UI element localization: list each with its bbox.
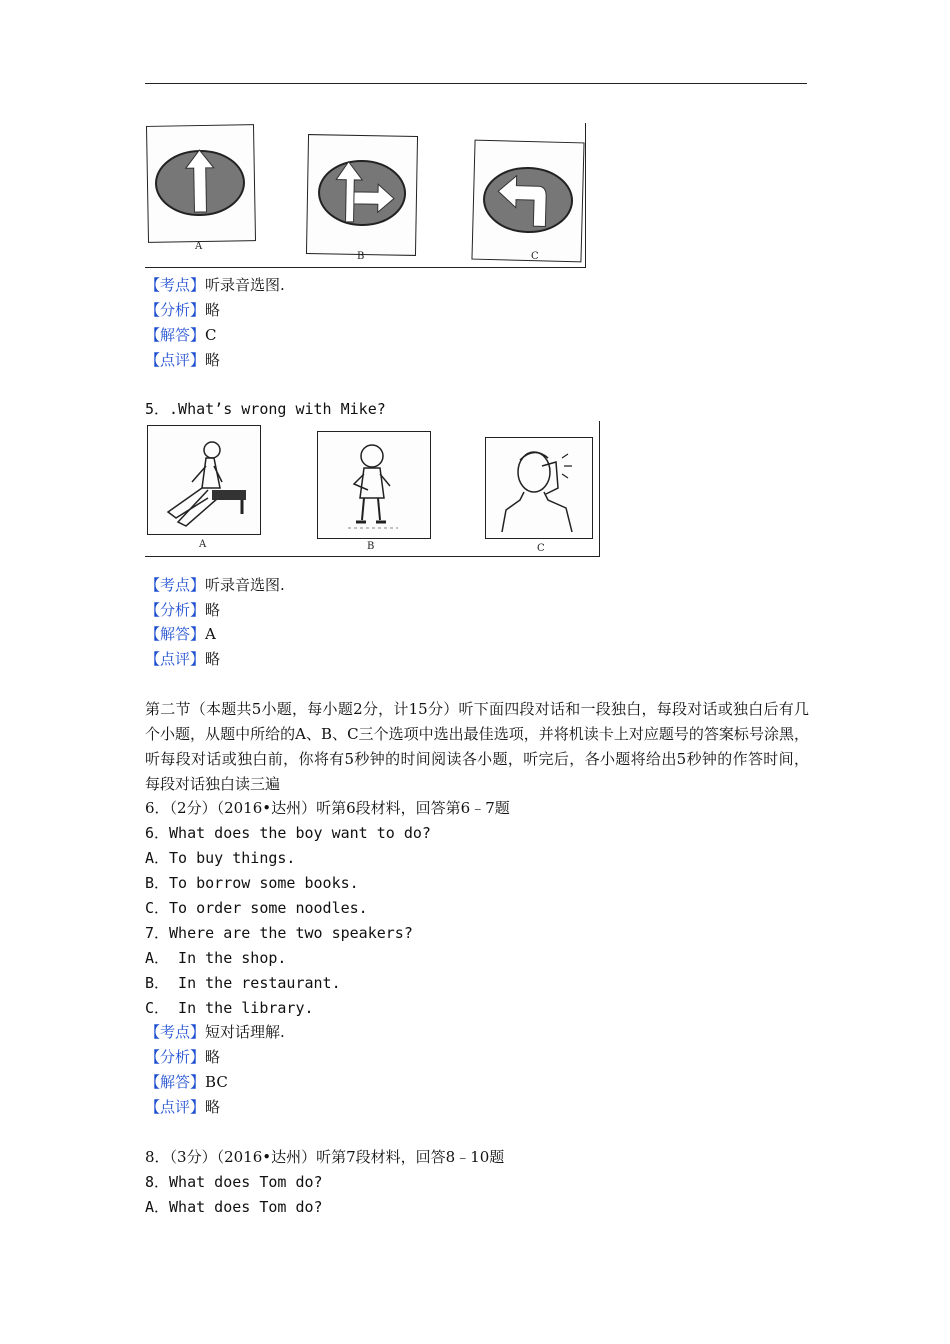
picture-caption-c: C (537, 543, 545, 554)
q6-jieda: 【解答】BC (145, 1073, 228, 1091)
sign-caption-c: C (531, 251, 539, 262)
sign-caption-b: B (357, 251, 365, 262)
q6-option: C．To order some noodles. (145, 899, 368, 917)
picture-panel-b (317, 431, 431, 539)
q6-option: B．To borrow some books. (145, 874, 359, 892)
straight-or-right-arrow-sign-icon (307, 135, 417, 255)
sign-caption-a: A (195, 241, 203, 252)
picture-caption-b: B (367, 541, 375, 552)
sign-panel-b (306, 134, 418, 256)
sign-panel-a (146, 124, 256, 243)
q4-fenxi: 【分析】略 (145, 301, 221, 319)
picture-panel-a (147, 425, 261, 535)
mike-figure (145, 421, 600, 557)
sign-panel-c (471, 140, 584, 263)
q4-kaodian: 【考点】听录音选图. (145, 276, 285, 294)
q8-option: A．What does Tom do? (145, 1198, 323, 1216)
q6-fenxi: 【分析】略 (145, 1048, 221, 1066)
q7-option: A． In the shop. (145, 949, 287, 967)
q4-jieda: 【解答】C (145, 326, 217, 344)
q6-option: A．To buy things. (145, 849, 296, 867)
q7-option: C． In the library. (145, 999, 314, 1017)
sitting-boy-hurt-leg-icon (148, 426, 260, 534)
straight-arrow-sign-icon (147, 125, 255, 242)
q7-option: B． In the restaurant. (145, 974, 341, 992)
q8-header: 8．（3分）（2016•达州）听第7段材料，回答8﹣10题 (145, 1148, 505, 1166)
top-rule (145, 83, 807, 84)
q5-kaodian: 【考点】听录音选图. (145, 576, 285, 594)
q5-jieda: 【解答】A (145, 625, 216, 643)
q5-fenxi: 【分析】略 (145, 601, 221, 619)
q6-kaodian: 【考点】短对话理解. (145, 1023, 285, 1041)
traffic-sign-figure (145, 123, 586, 268)
q8-line: 8．What does Tom do? (145, 1173, 323, 1191)
q5-question: 5．.What’s wrong with Mike? (145, 400, 386, 418)
standing-boy-stomach-ache-icon (318, 432, 430, 538)
q6-line: 6．What does the boy want to do? (145, 824, 431, 842)
q5-dianping: 【点评】略 (145, 650, 221, 668)
boy-toothache-icon (486, 438, 592, 538)
q6-dianping: 【点评】略 (145, 1098, 221, 1116)
section2-intro: 第二节（本题共5小题，每小题2分，计15分）听下面四段对话和一段独白，每段对话或独白后有几个小题，从题中所给的A、B、C三个选项中选出最佳选项，并将机读卡上对应题号的答案标号涂黑，听每段对话或独白前，你将有5秒钟的时间阅读各小题，听完后，各小题将给出5秒钟的作答时间，每段对话独白读三遍 (145, 700, 809, 793)
q7-line: 7．Where are the two speakers? (145, 924, 413, 942)
left-turn-arrow-sign-icon (472, 141, 583, 262)
picture-panel-c (485, 437, 593, 539)
picture-caption-a: A (199, 539, 207, 550)
q4-dianping: 【点评】略 (145, 351, 221, 369)
q6-header: 6．（2分）（2016•达州）听第6段材料，回答第6﹣7题 (145, 799, 510, 817)
